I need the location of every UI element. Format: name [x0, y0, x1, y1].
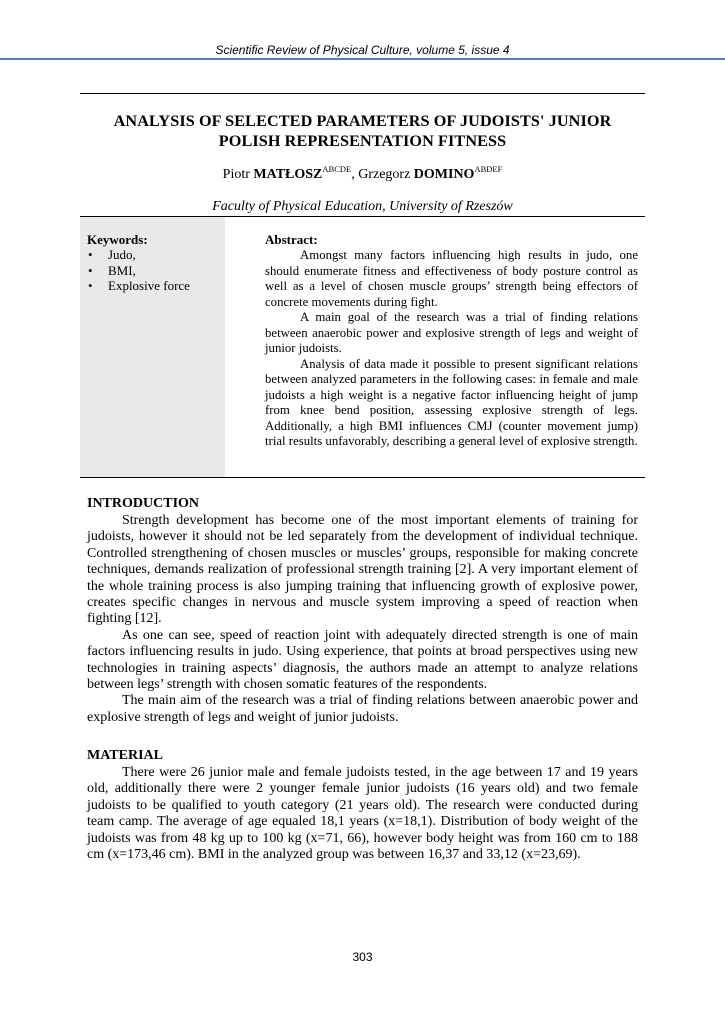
- introduction-paragraph: Strength development has become one of the most important elements of training for judoists, however it should not be led separately from the development of individual technique. Controlled strengthening of chosen muscles or muscles’ groups, responsible for making concrete techniques, demands realization of professional strength training [2]. A very important element of the whole training process is also jumping training that influencing growth of explosive power, creates specific changes in nervous and muscle system improving a speed of reaction when fighting [12].: [87, 513, 638, 627]
- abstract-bottom-rule: [80, 477, 645, 478]
- abstract-paragraph: Analysis of data made it possible to present significant relations between analyzed parameters in the following cases: in female and male judoists a high weight is a negative factor influencing height of jump from knee bend position, assessing explosive strength of legs. Additionally, a high BMI influences CMJ (counter movement jump) trial results unfavorably, describing a general level of explosive strength.: [265, 356, 638, 448]
- author-2-contribution: ABDEF: [474, 164, 503, 174]
- header-rule: [0, 58, 725, 60]
- keyword-item: • BMI,: [87, 263, 222, 279]
- abstract-body: [265, 248, 638, 450]
- author-1-surname: MATŁOSZ: [253, 167, 323, 182]
- keyword-item: • Judo,: [87, 247, 222, 263]
- introduction-paragraph: As one can see, speed of reaction joint with adequately directed strength is one of main factors influencing results in judo. Using experience, that points at broad perspectives using new technologies in training aspects’ diagnosis, the authors made an attempt to analyze relations between legs’ strength with chosen somatic features of the respondents.: [87, 627, 638, 693]
- page-number: 303: [352, 950, 373, 964]
- introduction-body: [87, 513, 638, 726]
- paper-title: ANALYSIS OF SELECTED PARAMETERS OF JUDOISTS' JUNIOR POLISH REPRESENTATION FITNESS: [113, 112, 612, 150]
- author-2-first-name: Grzegorz: [358, 167, 411, 182]
- introduction-heading: INTRODUCTION: [87, 496, 200, 511]
- affiliation: Faculty of Physical Education, University of Rzeszów: [212, 199, 513, 214]
- author-1-contribution: ABCDE: [322, 164, 352, 174]
- running-header: Scientific Review of Physical Culture, volume 5, issue 4: [215, 43, 510, 57]
- keywords-heading: Keywords:: [87, 232, 148, 247]
- keyword-item: • Explosive force: [87, 278, 222, 294]
- abstract-paragraph: A main goal of the research was a trial of finding relations between anaerobic power and explosive strength of legs and weight of junior judoists.: [265, 310, 638, 355]
- introduction-paragraph: The main aim of the research was a trial of finding relations between anaerobic power and explosive strength of legs and weight of junior judoists.: [87, 693, 638, 725]
- author-separator: ,: [351, 167, 359, 182]
- material-paragraph: There were 26 junior male and female judoists tested, in the age between 17 and 19 years old, additionally there were 2 younger female junior judoists (16 years old) and two female judoists to be qualified to youth category (21 years old). The research were conducted during team camp. The average of age equaled 18,1 years (x=18,1). Distribution of body weight of the judoists was from 48 kg up to 100 kg (x=71, 66), however body height was from 160 cm to 188 cm (x=173,46 cm). BMI in the analyzed group was between 16,37 and 33,12 (x=23,69).: [87, 765, 638, 863]
- abstract-heading: Abstract:: [265, 232, 318, 247]
- author-1-first-name: Piotr: [222, 167, 250, 182]
- material-body: [87, 765, 638, 863]
- authors-line: [80, 164, 645, 183]
- abstract-paragraph: Amongst many factors influencing high results in judo, one should enumerate fitness and effectiveness of body posture control as well as a level of chosen muscle groups’ strength being effectors of concrete movements during fight.: [265, 248, 638, 309]
- author-2-surname: DOMINO: [413, 167, 475, 182]
- material-heading: MATERIAL: [87, 748, 163, 763]
- keywords-list: [87, 247, 222, 294]
- title-top-rule: [80, 93, 645, 94]
